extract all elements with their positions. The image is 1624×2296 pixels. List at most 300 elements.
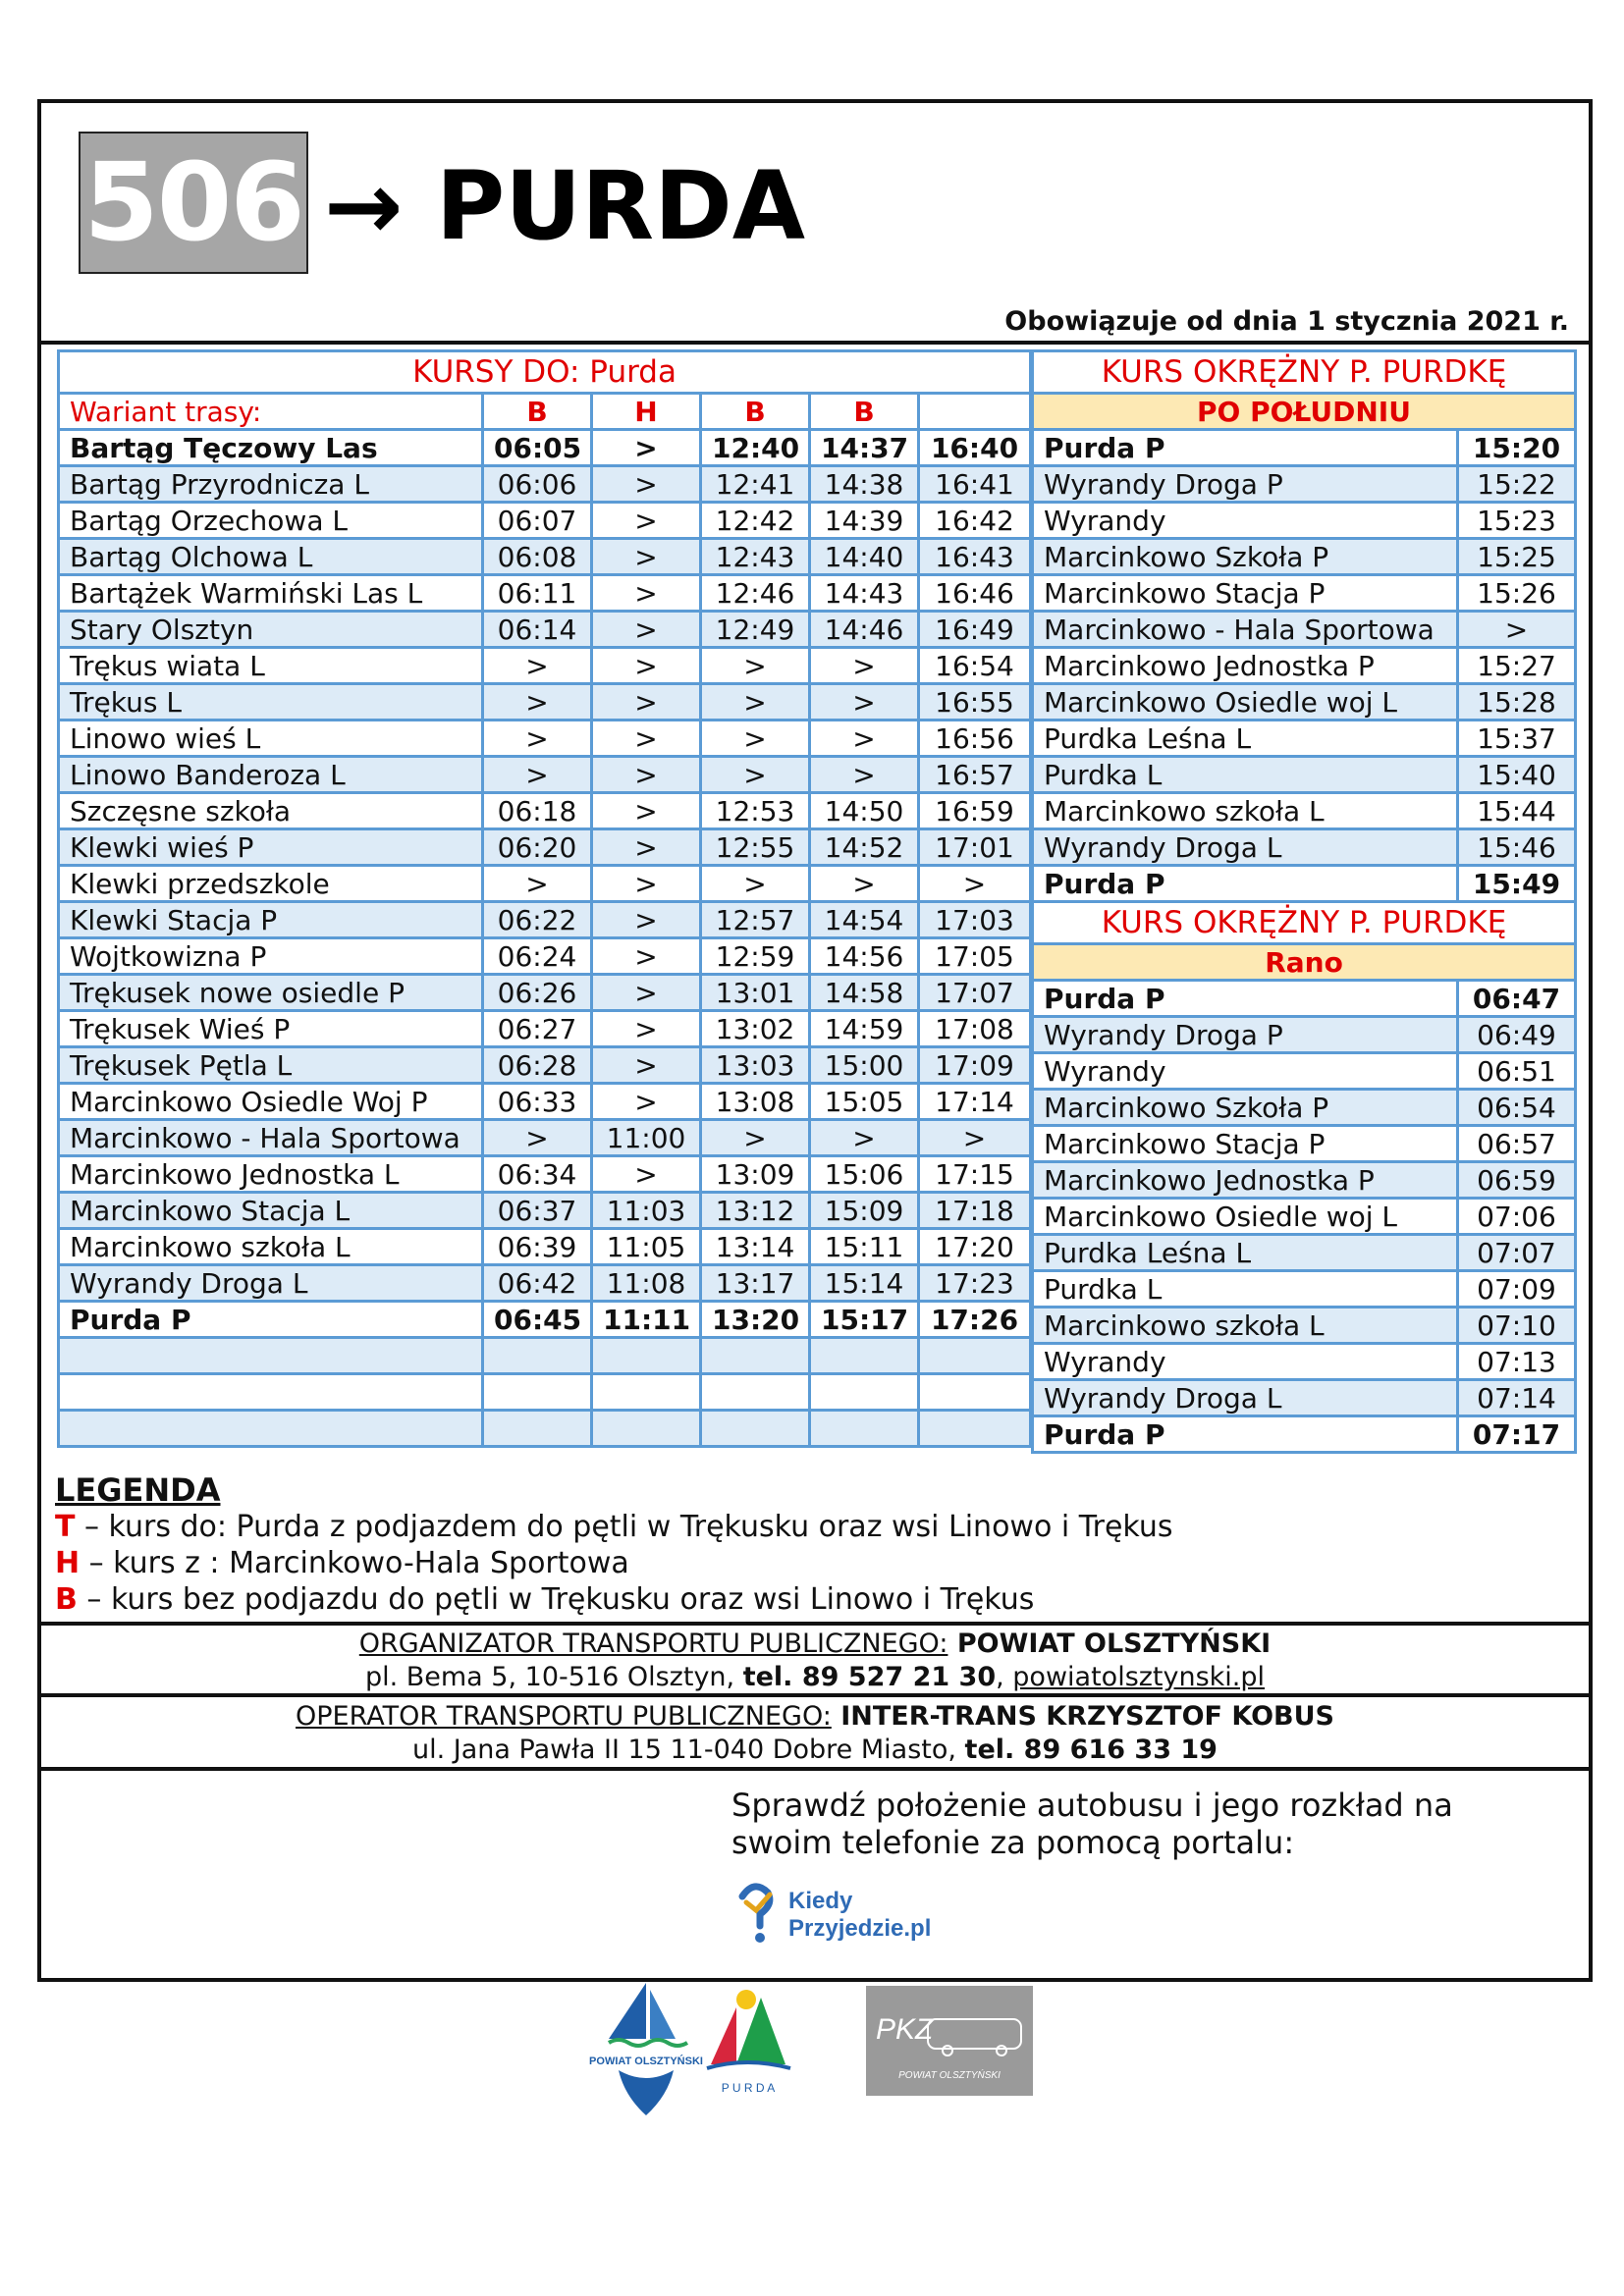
departure-time: > — [592, 684, 701, 721]
departure-time: 12:53 — [701, 793, 810, 829]
departure-time: > — [592, 430, 701, 466]
stop-name: Linowo wieś L — [59, 721, 483, 757]
right-table-title-2: KURS OKRĘŻNY P. PURDKĘ — [1033, 902, 1576, 944]
departure-time — [919, 1374, 1031, 1411]
departure-time: 07:10 — [1458, 1308, 1576, 1344]
stop-name: Wyrandy Droga L — [59, 1265, 483, 1302]
stop-name: Trękusek Wieś P — [59, 1011, 483, 1047]
table-row — [59, 1338, 1031, 1374]
departure-time: 15:00 — [810, 1047, 919, 1084]
departure-time: 11:00 — [592, 1120, 701, 1156]
stop-name: Klewki wieś P — [59, 829, 483, 866]
departure-time: 13:20 — [701, 1302, 810, 1338]
table-row — [59, 866, 1031, 902]
departure-time: 06:59 — [1458, 1162, 1576, 1199]
departure-time: 07:17 — [1458, 1416, 1576, 1453]
route-number-badge: 506 — [79, 132, 308, 274]
departure-time: 12:46 — [701, 575, 810, 612]
departure-time: 06:08 — [483, 539, 592, 575]
departure-time: 16:57 — [919, 757, 1031, 793]
table-row — [59, 1374, 1031, 1411]
departure-time: > — [701, 648, 810, 684]
table-row — [1033, 503, 1576, 539]
departure-time: 06:14 — [483, 612, 592, 648]
stop-name: Marcinkowo Osiedle Woj P — [59, 1084, 483, 1120]
departure-time: 15:14 — [810, 1265, 919, 1302]
departure-time: > — [592, 575, 701, 612]
table-row — [59, 1120, 1031, 1156]
departure-time: > — [701, 684, 810, 721]
route-destination-title: → PURDA — [324, 151, 806, 261]
table-row — [1033, 1416, 1576, 1453]
stop-name: Marcinkowo Stacja L — [59, 1193, 483, 1229]
variant-label: Wariant trasy: — [59, 394, 483, 430]
portal-divider-top — [37, 1767, 1593, 1771]
stop-name: Purdka L — [1033, 757, 1458, 793]
departure-time: 06:37 — [483, 1193, 592, 1229]
departure-time — [919, 1411, 1031, 1447]
departure-time: 15:40 — [1458, 757, 1576, 793]
departure-time: 06:54 — [1458, 1090, 1576, 1126]
departure-time: > — [483, 1120, 592, 1156]
svg-text:POWIAT OLSZTYŃSKI: POWIAT OLSZTYŃSKI — [589, 2056, 703, 2067]
stop-name: Purda P — [59, 1302, 483, 1338]
table-row — [1033, 684, 1576, 721]
legend-item-h: H – kurs z : Marcinkowo-Hala Sportowa — [55, 1546, 629, 1580]
departure-time: 13:09 — [701, 1156, 810, 1193]
table-row — [1033, 721, 1576, 757]
departure-time: 16:59 — [919, 793, 1031, 829]
departure-time: > — [701, 721, 810, 757]
table-row — [1033, 866, 1576, 902]
table-row — [59, 466, 1031, 503]
departure-time: > — [592, 1084, 701, 1120]
legend — [55, 1472, 1173, 1618]
departure-time: 06:22 — [483, 902, 592, 938]
departure-time: > — [810, 866, 919, 902]
left-table-title: KURSY DO: Purda — [59, 351, 1031, 394]
table-row — [1033, 1380, 1576, 1416]
departure-time: 15:37 — [1458, 721, 1576, 757]
table-row — [59, 793, 1031, 829]
departure-time: 06:39 — [483, 1229, 592, 1265]
departure-time: 14:56 — [810, 938, 919, 975]
departure-time: 15:28 — [1458, 684, 1576, 721]
header-divider — [37, 341, 1593, 345]
departure-time — [483, 1374, 592, 1411]
departure-time: 13:12 — [701, 1193, 810, 1229]
departure-time: 14:37 — [810, 430, 919, 466]
organizer-divider-top — [37, 1622, 1593, 1626]
departure-time: 06:57 — [1458, 1126, 1576, 1162]
right-timetable — [1031, 349, 1577, 1454]
table-row — [59, 829, 1031, 866]
table-row — [59, 902, 1031, 938]
departure-time: 11:03 — [592, 1193, 701, 1229]
departure-time: 07:13 — [1458, 1344, 1576, 1380]
departure-time: > — [592, 721, 701, 757]
departure-time: 15:11 — [810, 1229, 919, 1265]
stop-name: Linowo Banderoza L — [59, 757, 483, 793]
departure-time: 17:05 — [919, 938, 1031, 975]
departure-time: > — [1458, 612, 1576, 648]
departure-time — [810, 1338, 919, 1374]
table-row — [59, 757, 1031, 793]
departure-time: 17:03 — [919, 902, 1031, 938]
right-table-title: KURS OKRĘŻNY P. PURDKĘ — [1033, 351, 1576, 394]
departure-time: 14:59 — [810, 1011, 919, 1047]
departure-time: 13:01 — [701, 975, 810, 1011]
stop-name: Wojtkowizna P — [59, 938, 483, 975]
departure-time: 06:33 — [483, 1084, 592, 1120]
table-row — [59, 648, 1031, 684]
departure-time: 07:14 — [1458, 1380, 1576, 1416]
table-row — [1033, 1017, 1576, 1053]
departure-time: 17:08 — [919, 1011, 1031, 1047]
departure-time: 13:17 — [701, 1265, 810, 1302]
table-row — [1033, 1235, 1576, 1271]
table-row — [59, 684, 1031, 721]
svg-text:P U R D A: P U R D A — [721, 2081, 776, 2095]
departure-time: 14:58 — [810, 975, 919, 1011]
stop-name: Wyrandy Droga P — [1033, 466, 1458, 503]
variant-cell: B — [701, 394, 810, 430]
table-row — [1033, 1199, 1576, 1235]
stop-name: Marcinkowo - Hala Sportowa — [1033, 612, 1458, 648]
departure-time: > — [592, 466, 701, 503]
departure-time — [483, 1411, 592, 1447]
departure-time: > — [592, 612, 701, 648]
table-row — [59, 503, 1031, 539]
departure-time: > — [592, 757, 701, 793]
stop-name: Marcinkowo Stacja P — [1033, 575, 1458, 612]
departure-time: 15:22 — [1458, 466, 1576, 503]
legend-item-b: B – kurs bez podjazdu do pętli w Trękusku oraz wsi Linowo i Trękus — [55, 1582, 1035, 1617]
departure-time: > — [483, 684, 592, 721]
departure-time: 12:49 — [701, 612, 810, 648]
legend-item-t: T – kurs do: Purda z podjazdem do pętli w Trękusku oraz wsi Linowo i Trękus — [55, 1510, 1173, 1544]
portal-info: Sprawdź położenie autobusu i jego rozkład na swoim telefonie za pomocą portalu: — [731, 1787, 1453, 1861]
departure-time: > — [592, 503, 701, 539]
organizer-block: ORGANIZATOR TRANSPORTU PUBLICZNEGO: POWIAT OLSZTYŃSKI pl. Bema 5, 10-516 Olsztyn, tel. 89 527 21 30, powiatolsztynski.pl — [358, 1629, 1272, 1692]
departure-time: 06:28 — [483, 1047, 592, 1084]
stop-name: Stary Olsztyn — [59, 612, 483, 648]
stop-name — [59, 1338, 483, 1374]
organizer-website-link[interactable]: powiatolsztynski.pl — [1012, 1662, 1266, 1692]
stop-name: Marcinkowo Szkoła P — [1033, 539, 1458, 575]
variant-cell: H — [592, 394, 701, 430]
stop-name: Purda P — [1033, 981, 1458, 1017]
morning-label: Rano — [1033, 944, 1576, 981]
departure-time: 11:11 — [592, 1302, 701, 1338]
departure-time: > — [919, 1120, 1031, 1156]
table-row — [1033, 829, 1576, 866]
table-row — [59, 721, 1031, 757]
operator-block: OPERATOR TRANSPORTU PUBLICZNEGO: INTER-TRANS KRZYSZTOF KOBUS ul. Jana Pawła II 15 11-040 Dobre Miasto, tel. 89 616 33 19 — [296, 1701, 1334, 1765]
table-row — [59, 612, 1031, 648]
departure-time: > — [592, 648, 701, 684]
stop-name: Klewki przedszkole — [59, 866, 483, 902]
table-row — [1033, 757, 1576, 793]
table-row — [59, 938, 1031, 975]
departure-time: 15:46 — [1458, 829, 1576, 866]
table-row — [1033, 430, 1576, 466]
stop-name: Purda P — [1033, 1416, 1458, 1453]
departure-time: > — [592, 539, 701, 575]
stop-name: Marcinkowo Szkoła P — [1033, 1090, 1458, 1126]
svg-text:PKZ: PKZ — [876, 2013, 934, 2046]
stop-name: Bartążek Warmiński Las L — [59, 575, 483, 612]
variant-cell — [919, 394, 1031, 430]
departure-time: 12:57 — [701, 902, 810, 938]
departure-time — [810, 1374, 919, 1411]
table-row — [59, 975, 1031, 1011]
departure-time: 14:54 — [810, 902, 919, 938]
departure-time: 07:09 — [1458, 1271, 1576, 1308]
departure-time: > — [592, 1156, 701, 1193]
table-row — [59, 1302, 1031, 1338]
departure-time: 15:20 — [1458, 430, 1576, 466]
departure-time: 06:24 — [483, 938, 592, 975]
departure-time — [592, 1411, 701, 1447]
stop-name: Marcinkowo Jednostka P — [1033, 648, 1458, 684]
departure-time: 15:25 — [1458, 539, 1576, 575]
departure-time: 17:18 — [919, 1193, 1031, 1229]
departure-time: 16:40 — [919, 430, 1031, 466]
stop-name: Trękusek nowe osiedle P — [59, 975, 483, 1011]
svg-text:POWIAT OLSZTYŃSKI: POWIAT OLSZTYŃSKI — [898, 2070, 1001, 2081]
stop-name — [59, 1411, 483, 1447]
departure-time: 06:11 — [483, 575, 592, 612]
table-row — [1033, 575, 1576, 612]
departure-time: > — [483, 757, 592, 793]
stop-name: Marcinkowo Jednostka L — [59, 1156, 483, 1193]
table-row — [1033, 1344, 1576, 1380]
table-row — [59, 430, 1031, 466]
stop-name — [59, 1374, 483, 1411]
left-timetable — [57, 349, 1032, 1448]
stop-name: Purdka Leśna L — [1033, 1235, 1458, 1271]
departure-time: 16:41 — [919, 466, 1031, 503]
departure-time: 11:05 — [592, 1229, 701, 1265]
departure-time — [919, 1338, 1031, 1374]
afternoon-label: PO POŁUDNIU — [1033, 394, 1576, 430]
departure-time: 14:43 — [810, 575, 919, 612]
stop-name: Wyrandy — [1033, 503, 1458, 539]
departure-time: 17:01 — [919, 829, 1031, 866]
departure-time: 06:47 — [1458, 981, 1576, 1017]
stop-name: Marcinkowo Stacja P — [1033, 1126, 1458, 1162]
departure-time: 14:52 — [810, 829, 919, 866]
departure-time: 16:46 — [919, 575, 1031, 612]
svg-text:Kiedy: Kiedy — [788, 1888, 853, 1914]
departure-time: 16:42 — [919, 503, 1031, 539]
departure-time: 17:23 — [919, 1265, 1031, 1302]
table-row — [59, 1193, 1031, 1229]
departure-time: 17:14 — [919, 1084, 1031, 1120]
table-row — [59, 1084, 1031, 1120]
departure-time: > — [701, 757, 810, 793]
stop-name: Bartąg Olchowa L — [59, 539, 483, 575]
departure-time: 13:14 — [701, 1229, 810, 1265]
stop-name: Wyrandy — [1033, 1053, 1458, 1090]
departure-time: 15:49 — [1458, 866, 1576, 902]
sponsor-logos — [589, 1978, 1041, 2125]
departure-time: 13:02 — [701, 1011, 810, 1047]
departure-time: 16:56 — [919, 721, 1031, 757]
departure-time — [483, 1338, 592, 1374]
departure-time: > — [810, 1120, 919, 1156]
departure-time: > — [810, 721, 919, 757]
stop-name: Purdka Leśna L — [1033, 721, 1458, 757]
departure-time: 07:06 — [1458, 1199, 1576, 1235]
departure-time: 12:43 — [701, 539, 810, 575]
departure-time: 06:20 — [483, 829, 592, 866]
departure-time: 06:51 — [1458, 1053, 1576, 1090]
departure-time: > — [592, 866, 701, 902]
departure-time: 15:44 — [1458, 793, 1576, 829]
departure-time: 15:17 — [810, 1302, 919, 1338]
departure-time: > — [592, 793, 701, 829]
table-row — [1033, 1271, 1576, 1308]
departure-time: 13:03 — [701, 1047, 810, 1084]
departure-time: > — [810, 648, 919, 684]
departure-time: 14:39 — [810, 503, 919, 539]
departure-time — [701, 1374, 810, 1411]
stop-name: Purda P — [1033, 866, 1458, 902]
departure-time: 17:26 — [919, 1302, 1031, 1338]
legend-title: LEGENDA — [55, 1471, 221, 1509]
departure-time: 17:07 — [919, 975, 1031, 1011]
table-row — [59, 1229, 1031, 1265]
table-row — [1033, 648, 1576, 684]
departure-time — [810, 1411, 919, 1447]
kiedy-przyjedzie-logo[interactable] — [734, 1875, 970, 1953]
departure-time: 06:26 — [483, 975, 592, 1011]
operator-divider-top — [37, 1693, 1593, 1697]
departure-time: 12:42 — [701, 503, 810, 539]
departure-time: 11:08 — [592, 1265, 701, 1302]
departure-time: 15:26 — [1458, 575, 1576, 612]
stop-name: Wyrandy Droga L — [1033, 1380, 1458, 1416]
departure-time: > — [592, 1047, 701, 1084]
departure-time: 12:55 — [701, 829, 810, 866]
departure-time: 06:06 — [483, 466, 592, 503]
departure-time: 12:40 — [701, 430, 810, 466]
departure-time: 16:43 — [919, 539, 1031, 575]
variant-cell: B — [810, 394, 919, 430]
table-row — [59, 1411, 1031, 1447]
departure-time: 14:50 — [810, 793, 919, 829]
table-row — [59, 539, 1031, 575]
departure-time: 06:49 — [1458, 1017, 1576, 1053]
stop-name: Trękus L — [59, 684, 483, 721]
table-row — [1033, 793, 1576, 829]
departure-time: > — [483, 648, 592, 684]
stop-name: Marcinkowo szkoła L — [59, 1229, 483, 1265]
table-row — [1033, 612, 1576, 648]
table-row — [1033, 466, 1576, 503]
stop-name: Trękusek Pętla L — [59, 1047, 483, 1084]
departure-time: 15:05 — [810, 1084, 919, 1120]
table-row — [59, 1047, 1031, 1084]
departure-time: > — [592, 1011, 701, 1047]
table-row — [59, 1265, 1031, 1302]
departure-time — [592, 1374, 701, 1411]
departure-time: > — [592, 829, 701, 866]
departure-time: 17:15 — [919, 1156, 1031, 1193]
svg-text:Przyjedzie.pl: Przyjedzie.pl — [788, 1915, 932, 1942]
stop-name: Marcinkowo - Hala Sportowa — [59, 1120, 483, 1156]
departure-time: 16:49 — [919, 612, 1031, 648]
stop-name: Marcinkowo szkoła L — [1033, 793, 1458, 829]
departure-time: 06:05 — [483, 430, 592, 466]
departure-time: 12:41 — [701, 466, 810, 503]
departure-time: > — [592, 902, 701, 938]
stop-name: Marcinkowo Jednostka P — [1033, 1162, 1458, 1199]
departure-time: 06:42 — [483, 1265, 592, 1302]
stop-name: Bartąg Przyrodnicza L — [59, 466, 483, 503]
stop-name: Wyrandy Droga L — [1033, 829, 1458, 866]
departure-time: 16:54 — [919, 648, 1031, 684]
stop-name: Klewki Stacja P — [59, 902, 483, 938]
stop-name: Bartąg Tęczowy Las — [59, 430, 483, 466]
departure-time: > — [483, 866, 592, 902]
departure-time — [701, 1338, 810, 1374]
departure-time: 15:27 — [1458, 648, 1576, 684]
table-row — [1033, 1162, 1576, 1199]
departure-time: 06:07 — [483, 503, 592, 539]
purda-logo — [707, 1990, 790, 2095]
departure-time: 15:06 — [810, 1156, 919, 1193]
departure-time: 14:40 — [810, 539, 919, 575]
table-row — [1033, 1053, 1576, 1090]
table-row — [59, 1156, 1031, 1193]
departure-time: 15:09 — [810, 1193, 919, 1229]
departure-time: > — [701, 1120, 810, 1156]
departure-time: 06:27 — [483, 1011, 592, 1047]
valid-from-note: Obowiązuje od dnia 1 stycznia 2021 r. — [1004, 306, 1569, 337]
stop-name: Bartąg Orzechowa L — [59, 503, 483, 539]
stop-name: Marcinkowo szkoła L — [1033, 1308, 1458, 1344]
departure-time: 06:18 — [483, 793, 592, 829]
departure-time: 16:55 — [919, 684, 1031, 721]
departure-time: > — [592, 938, 701, 975]
variant-cell: B — [483, 394, 592, 430]
table-row — [1033, 1308, 1576, 1344]
table-row — [1033, 1090, 1576, 1126]
table-row — [1033, 539, 1576, 575]
stop-name: Szczęsne szkoła — [59, 793, 483, 829]
departure-time: 15:23 — [1458, 503, 1576, 539]
departure-time: 07:07 — [1458, 1235, 1576, 1271]
departure-time: 14:46 — [810, 612, 919, 648]
table-row — [59, 575, 1031, 612]
stop-name: Trękus wiata L — [59, 648, 483, 684]
departure-time: > — [810, 684, 919, 721]
departure-time: > — [483, 721, 592, 757]
table-row — [1033, 1126, 1576, 1162]
table-row — [59, 1011, 1031, 1047]
stop-name: Marcinkowo Osiedle woj L — [1033, 684, 1458, 721]
departure-time: 17:09 — [919, 1047, 1031, 1084]
departure-time — [592, 1338, 701, 1374]
stop-name: Marcinkowo Osiedle woj L — [1033, 1199, 1458, 1235]
departure-time: 12:59 — [701, 938, 810, 975]
stop-name: Purda P — [1033, 430, 1458, 466]
departure-time: 14:38 — [810, 466, 919, 503]
departure-time: > — [810, 757, 919, 793]
